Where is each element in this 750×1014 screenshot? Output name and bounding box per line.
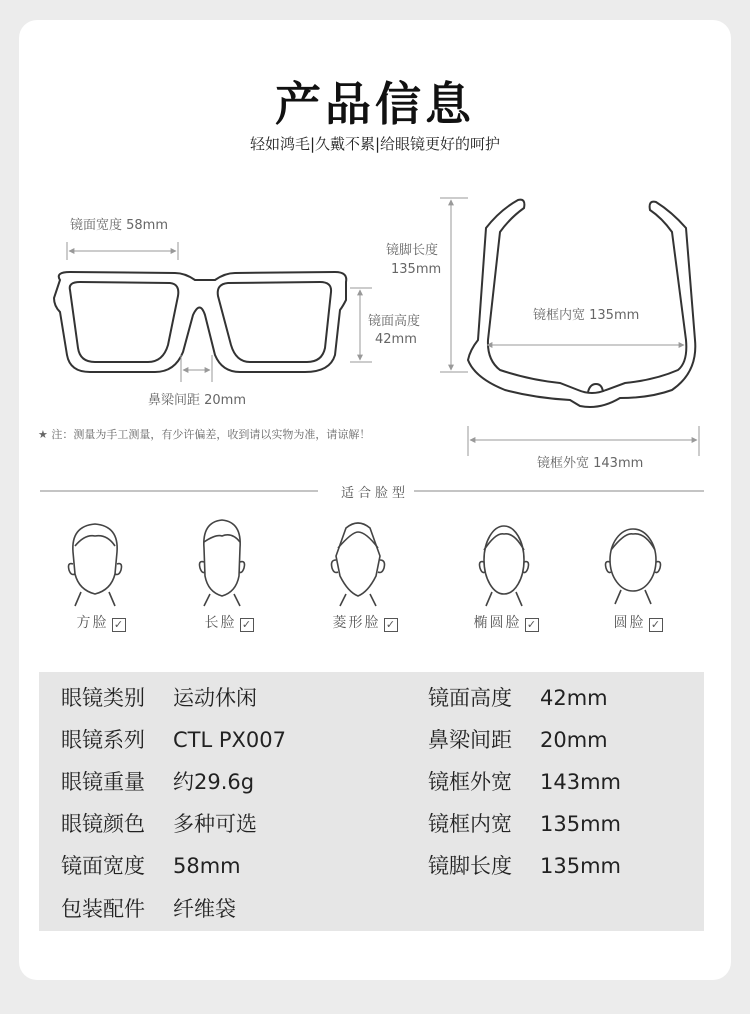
lens-height-label: 镜面高度 <box>368 314 421 329</box>
face-label-round: 圆脸 ✓ <box>583 612 693 632</box>
spec-row: 镜框内宽 135mm <box>428 812 621 836</box>
spec-row: 眼镜重量 约29.6g <box>61 770 255 794</box>
check-icon: ✓ <box>525 618 539 632</box>
long-face-icon <box>200 520 245 606</box>
spec-row: 镜框外宽 143mm <box>428 770 621 794</box>
temple-length-label: 镜脚长度 <box>386 243 439 258</box>
check-icon: ✓ <box>384 618 398 632</box>
page-title: 产品信息 <box>275 77 475 131</box>
round-face-icon <box>606 529 661 604</box>
spec-row: 镜面宽度 58mm <box>61 854 241 878</box>
spec-row: 鼻梁间距 20mm <box>428 728 608 752</box>
spec-row: 眼镜系列 CTL PX007 <box>61 728 286 752</box>
glasses-front-view <box>54 272 346 372</box>
face-label-oval: 椭圆脸 ✓ <box>451 612 561 632</box>
lens-height-value: 42mm <box>375 332 417 347</box>
bridge-label: 鼻梁间距 20mm <box>148 393 247 408</box>
spec-row: 包装配件 纤维袋 <box>61 897 236 921</box>
outer-width-label: 镜框外宽 143mm <box>537 456 644 471</box>
spec-row: 镜脚长度 135mm <box>428 854 621 878</box>
face-label-long: 长脸 ✓ <box>174 612 284 632</box>
spec-table <box>39 672 704 931</box>
spec-row: 镜面高度 42mm <box>428 686 608 710</box>
square-face-icon <box>69 524 122 606</box>
face-label-diamond: 菱形脸 ✓ <box>310 612 420 632</box>
measurement-note: ★ 注：测量为手工测量，有少许偏差，收到请以实物为准，请谅解！ <box>38 428 371 441</box>
face-section-title: 适合脸型 <box>340 486 409 501</box>
oval-face-icon <box>480 526 529 606</box>
inner-width-label: 镜框内宽 135mm <box>533 308 640 323</box>
spec-row: 眼镜类别 运动休闲 <box>61 686 257 710</box>
spec-row: 眼镜颜色 多种可选 <box>61 812 257 836</box>
check-icon: ✓ <box>649 618 663 632</box>
temple-length-value: 135mm <box>391 262 442 277</box>
lens-width-label: 镜面宽度 58mm <box>70 218 169 233</box>
page-subtitle: 轻如鸿毛|久戴不累|给眼镜更好的呵护 <box>249 135 501 153</box>
check-icon: ✓ <box>112 618 126 632</box>
face-label-square: 方脸 ✓ <box>46 612 156 632</box>
check-icon: ✓ <box>240 618 254 632</box>
diamond-face-icon <box>332 523 385 606</box>
glasses-top-view <box>468 200 695 407</box>
